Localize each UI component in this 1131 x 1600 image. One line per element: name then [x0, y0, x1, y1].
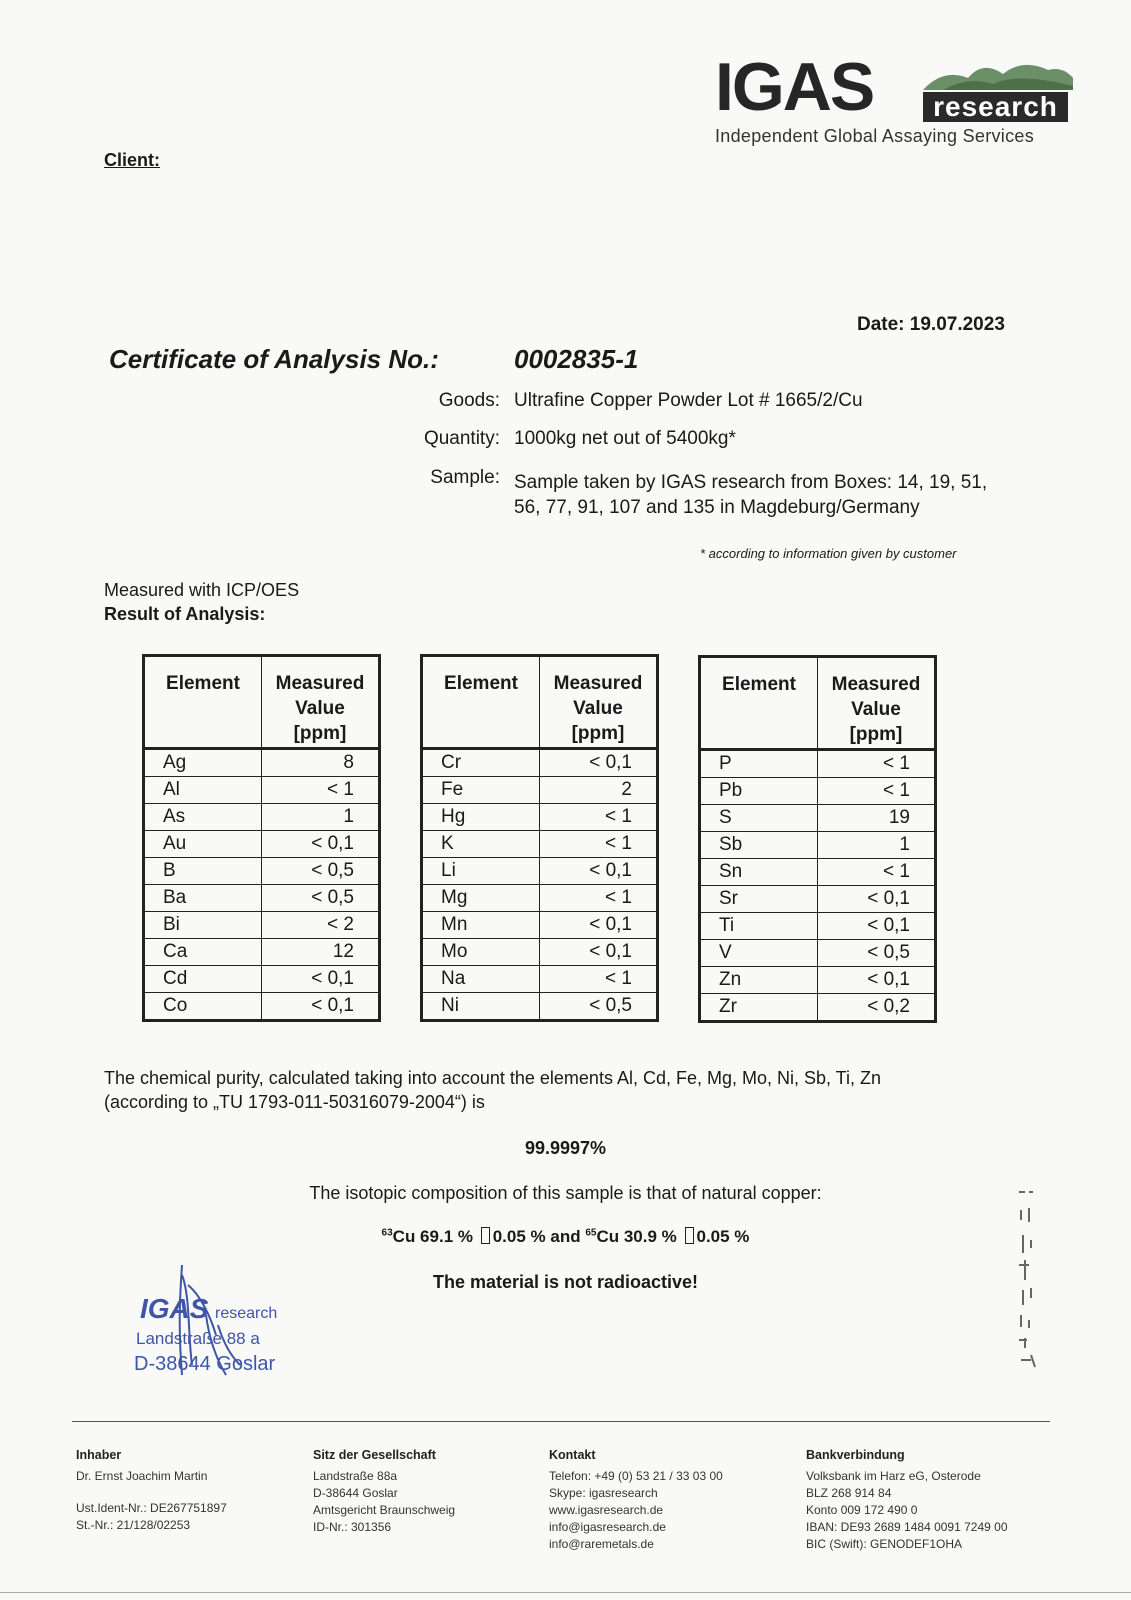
- certificate-date: Date: 19.07.2023: [857, 314, 1005, 335]
- element-symbol: Cr: [422, 749, 540, 777]
- isotope-value: Cu 69.1 %: [392, 1227, 473, 1246]
- table-header-row: [700, 657, 936, 750]
- goods-label: Goods:: [438, 390, 500, 411]
- element-symbol: Fe: [422, 777, 540, 804]
- measured-value: < 2: [262, 912, 380, 939]
- element-symbol: Sb: [700, 832, 818, 859]
- table-row: [422, 831, 658, 858]
- measured-value: < 0,5: [540, 993, 658, 1021]
- purity-description-line: The chemical purity, calculated taking into account the elements Al, Cd, Fe, Mg, Mo, Ni, Sb, Ti, Zn: [104, 1068, 882, 1088]
- element-symbol: P: [700, 750, 818, 778]
- measured-value: < 1: [540, 885, 658, 912]
- element-symbol: Hg: [422, 804, 540, 831]
- measured-value: 1: [262, 804, 380, 831]
- header-line: [ppm]: [293, 723, 347, 744]
- footer-email-link[interactable]: info@igasresearch.de: [549, 1520, 666, 1534]
- element-symbol: Ba: [144, 885, 262, 912]
- measured-value: < 0,1: [262, 993, 380, 1021]
- element-symbol: Li: [422, 858, 540, 885]
- element-symbol: Zn: [700, 967, 818, 994]
- table-header-row: [144, 656, 380, 749]
- measured-value: < 0,1: [262, 966, 380, 993]
- footer-bank: [806, 1447, 1008, 1553]
- client-label: Client:: [104, 150, 160, 170]
- table-row: [422, 993, 658, 1021]
- table-header-row: [422, 656, 658, 749]
- header-line: Value: [851, 699, 901, 720]
- company-logo: [715, 48, 1075, 153]
- measured-value-header: [818, 657, 936, 750]
- logo-research-label: research: [923, 92, 1068, 122]
- footer-skype: Skype: igasresearch: [549, 1486, 658, 1500]
- footer-line: Volksbank im Harz eG, Osterode: [806, 1469, 981, 1483]
- measured-value: 2: [540, 777, 658, 804]
- element-symbol: Ti: [700, 913, 818, 940]
- sample-value-line: 56, 77, 91, 107 and 135 in Magdeburg/Germany: [514, 497, 920, 518]
- footer-company-seat: [313, 1447, 455, 1536]
- footer-contact: [549, 1447, 723, 1553]
- measured-value: < 0,1: [540, 858, 658, 885]
- measured-value: < 1: [262, 777, 380, 804]
- purity-description: [104, 1066, 924, 1114]
- table-row: [144, 966, 380, 993]
- logo-brand: IGAS: [715, 49, 874, 125]
- element-symbol: Ag: [144, 749, 262, 777]
- measured-value: 12: [262, 939, 380, 966]
- footer-phone: Telefon: +49 (0) 53 21 / 33 03 00: [549, 1469, 723, 1483]
- hills-icon: [923, 56, 1073, 90]
- table-row: [144, 749, 380, 777]
- purity-description-line: (according to „TU 1793-011-50316079-2004“) is: [104, 1092, 485, 1112]
- table-row: [422, 912, 658, 939]
- footer-heading: Bankverbindung: [806, 1448, 905, 1462]
- results-table-1: [142, 654, 381, 1022]
- measured-value: < 0,1: [540, 912, 658, 939]
- footer-line: Amtsgericht Braunschweig: [313, 1503, 456, 1517]
- footer-line: BLZ 268 914 84: [806, 1486, 892, 1500]
- measured-value: < 0,5: [262, 885, 380, 912]
- footnote: * according to information given by customer: [700, 546, 957, 561]
- element-symbol: Sr: [700, 886, 818, 913]
- footer-line: St.-Nr.: 21/128/02253: [76, 1518, 191, 1532]
- header-line: Measured: [275, 673, 365, 694]
- element-symbol: Cd: [144, 966, 262, 993]
- goods-value: Ultrafine Copper Powder Lot # 1665/2/Cu: [514, 390, 863, 411]
- footer-line: ID-Nr.: 301356: [313, 1520, 392, 1534]
- element-symbol: Ca: [144, 939, 262, 966]
- measured-value: < 0,5: [262, 858, 380, 885]
- page-bottom-border: [0, 1592, 1131, 1593]
- isotope-value: Cu 30.9 %: [596, 1227, 677, 1246]
- header-line: Measured: [831, 674, 921, 695]
- measurement-method: Measured with ICP/OES: [104, 580, 300, 600]
- table-row: [144, 777, 380, 804]
- element-symbol: Al: [144, 777, 262, 804]
- certificate-title: Certificate of Analysis No.:: [109, 344, 439, 374]
- certificate-number: 0002835-1: [514, 344, 639, 374]
- table-row: [700, 886, 936, 913]
- measured-value: < 1: [818, 859, 936, 886]
- header-line: Measured: [553, 673, 643, 694]
- header-line: [ppm]: [571, 723, 625, 744]
- sample-value: [514, 470, 1034, 520]
- table-row: [700, 994, 936, 1022]
- stamp-address-line: D-38644 Goslar: [134, 1353, 276, 1375]
- header-line: Value: [573, 698, 623, 719]
- isotope-mass: 63: [381, 1227, 393, 1239]
- logo-tagline: Independent Global Assaying Services: [715, 126, 1034, 146]
- element-symbol: As: [144, 804, 262, 831]
- quantity-label: Quantity:: [423, 428, 500, 449]
- measured-value: < 0,1: [540, 939, 658, 966]
- element-symbol: Mn: [422, 912, 540, 939]
- isotope-ratios: [0, 1227, 1131, 1247]
- footer-line: Dr. Ernst Joachim Martin: [76, 1469, 208, 1483]
- missing-glyph-box: [685, 1227, 694, 1244]
- measured-value: < 0,5: [818, 940, 936, 967]
- element-symbol: Co: [144, 993, 262, 1021]
- element-header: Element: [700, 657, 818, 750]
- element-symbol: S: [700, 805, 818, 832]
- table-row: [144, 993, 380, 1021]
- isotopic-composition-text: The isotopic composition of this sample is that of natural copper:: [309, 1183, 822, 1203]
- table-row: [700, 859, 936, 886]
- measured-value: < 0,1: [540, 749, 658, 777]
- element-symbol: Na: [422, 966, 540, 993]
- footer-owner: [76, 1447, 227, 1534]
- measured-value: 19: [818, 805, 936, 832]
- table-row: [422, 885, 658, 912]
- footer-divider: [72, 1421, 1050, 1422]
- footer-line: Konto 009 172 490 0: [806, 1503, 918, 1517]
- measured-value: < 0,1: [262, 831, 380, 858]
- results-table-3: [698, 655, 937, 1023]
- element-symbol: V: [700, 940, 818, 967]
- sample-value-line: Sample taken by IGAS research from Boxes: 14, 19, 51,: [514, 472, 988, 493]
- table-row: [422, 966, 658, 993]
- table-row: [144, 831, 380, 858]
- footer-heading: Sitz der Gesellschaft: [313, 1448, 436, 1462]
- measured-value-header: [540, 656, 658, 749]
- stamp-logo: IGAS: [140, 1293, 209, 1324]
- footer-line: Landstraße 88a: [313, 1469, 398, 1483]
- quantity-value: 1000kg net out of 5400kg*: [514, 428, 736, 449]
- table-row: [422, 749, 658, 777]
- measured-value: < 1: [818, 750, 936, 778]
- result-heading: Result of Analysis:: [104, 604, 266, 624]
- element-symbol: Mg: [422, 885, 540, 912]
- element-symbol: Mo: [422, 939, 540, 966]
- table-row: [144, 885, 380, 912]
- purity-value: 99.9997%: [524, 1138, 607, 1158]
- measured-value: < 0,1: [818, 913, 936, 940]
- element-symbol: Pb: [700, 778, 818, 805]
- measured-value: 1: [818, 832, 936, 859]
- footer-line: IBAN: DE93 2689 1484 0091 7249 00: [806, 1520, 1008, 1534]
- table-row: [700, 913, 936, 940]
- measured-value: < 0,2: [818, 994, 936, 1022]
- footer-line: Ust.Ident-Nr.: DE267751897: [76, 1501, 227, 1515]
- measured-value-header: [262, 656, 380, 749]
- table-row: [144, 858, 380, 885]
- edge-marks-icon: [1015, 1190, 1065, 1380]
- footer-line: D-38644 Goslar: [313, 1486, 398, 1500]
- header-line: [ppm]: [849, 724, 903, 745]
- missing-glyph-box: [481, 1227, 490, 1244]
- table-row: [144, 939, 380, 966]
- measured-value: < 1: [818, 778, 936, 805]
- table-row: [700, 967, 936, 994]
- header-line: Value: [295, 698, 345, 719]
- footer-heading: Inhaber: [76, 1448, 122, 1462]
- element-header: Element: [144, 656, 262, 749]
- results-table-2: [420, 654, 659, 1022]
- measured-value: < 0,1: [818, 967, 936, 994]
- element-symbol: Sn: [700, 859, 818, 886]
- footer-heading: Kontakt: [549, 1448, 596, 1462]
- table-row: [422, 939, 658, 966]
- table-row: [700, 805, 936, 832]
- company-stamp: [130, 1265, 350, 1405]
- element-symbol: Au: [144, 831, 262, 858]
- element-symbol: B: [144, 858, 262, 885]
- measured-value: 8: [262, 749, 380, 777]
- footer-email-link[interactable]: info@raremetals.de: [549, 1537, 654, 1551]
- table-row: [700, 750, 936, 778]
- element-symbol: K: [422, 831, 540, 858]
- table-row: [144, 804, 380, 831]
- element-symbol: Zr: [700, 994, 818, 1022]
- table-row: [144, 912, 380, 939]
- isotope-uncertainty: 0.05 % and: [492, 1227, 586, 1246]
- table-row: [700, 940, 936, 967]
- stamp-address-line: Landstraße 88 a: [136, 1329, 260, 1348]
- sample-label: Sample:: [430, 467, 500, 488]
- table-row: [422, 804, 658, 831]
- isotope-uncertainty: 0.05 %: [696, 1227, 750, 1246]
- element-symbol: Bi: [144, 912, 262, 939]
- element-header: Element: [422, 656, 540, 749]
- table-row: [422, 777, 658, 804]
- table-row: [700, 778, 936, 805]
- measured-value: < 1: [540, 804, 658, 831]
- footer-website-link[interactable]: www.igasresearch.de: [549, 1503, 664, 1517]
- measured-value: < 1: [540, 831, 658, 858]
- table-row: [700, 832, 936, 859]
- footer-line: BIC (Swift): GENODEF1OHA: [806, 1537, 963, 1551]
- table-row: [422, 858, 658, 885]
- stamp-research: research: [215, 1305, 278, 1322]
- isotope-mass: 65: [585, 1227, 597, 1239]
- measured-value: < 1: [540, 966, 658, 993]
- element-symbol: Ni: [422, 993, 540, 1021]
- radioactivity-statement: The material is not radioactive!: [432, 1272, 699, 1292]
- measured-value: < 0,1: [818, 886, 936, 913]
